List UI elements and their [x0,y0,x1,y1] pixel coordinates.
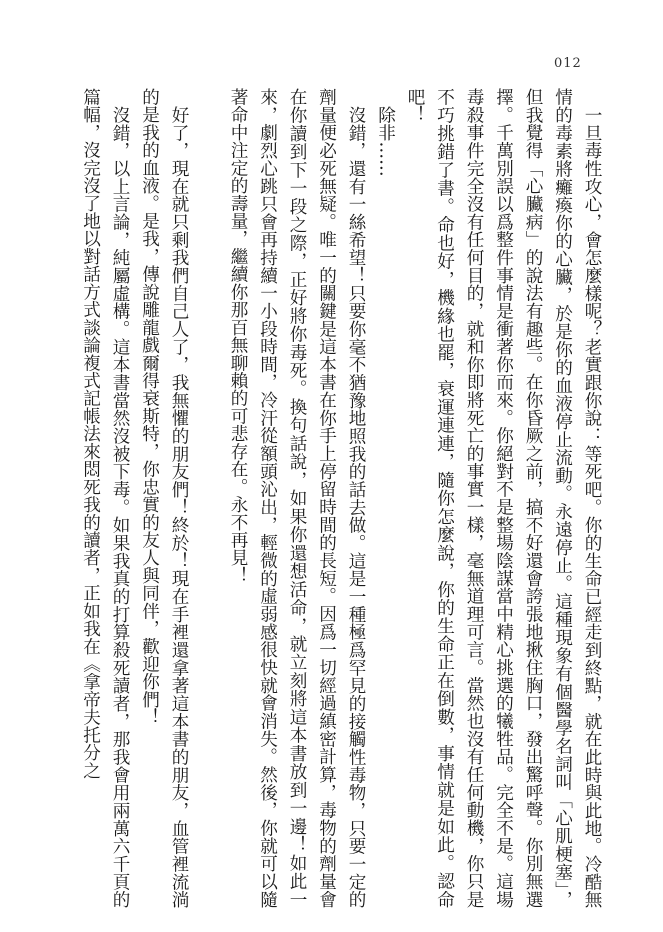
paragraph-poison-effect: 一旦毒性攻心，會怎麼樣呢？老實跟你說：等死吧。你的生命已經走到終點，就在此時與此地。冷酷無情的毒素將癱瘓你的心臟，於是你的血液停止流動。永遠停止。這種現象有個醫學名詞叫「心肌梗塞」，但我覺得「心臟病」的說法有趣些。在你昏厥之前，搞不好還會誇張地揪住胸口，發出驚呼聲。你別無選擇。千萬別誤以爲整件事情是衝著你而來。你絕對不是整場陰謀當中精心挑選的犧牲品。完全不是。這場毒殺事件完全沒有任何目的，就和你即將死亡的事實一樣，毫無道理可言。當然也沒有任何動機，你只是不巧挑錯了書。命也好，機緣也罷，衰運連連，隨你怎麼說，你的生命正在倒數，事情就是如此。認命吧！ [405,88,602,908]
paragraph-unless: 除非…… [375,105,396,177]
page-number: 012 [554,56,582,71]
paragraph-welcome: 好了，現在就只剩我們自己人了，我無懼的朋友們！終於！現在手裡還拿著這本書的朋友，血管裡流淌的是我的血液。是我，傳說雕龍戲爾得衰斯特，你忠實的友人與同伴，歡迎你們！ [139,88,189,908]
paragraph-fiction: 沒錯，以上言論，純屬虛構。這本書當然沒被下毒。如果我真的打算殺死讀者，那我會用兩萬六千頁的篇幅，沒完沒了地以對話方式談論複式記帳法來悶死我的讀者，正如我在《拿帝夫托分之 [80,88,130,908]
body-text [66,88,606,908]
section-break [193,88,223,908]
paragraph-hope: 沒錯，還有一絲希望！只要你毫不猶豫地照我的話去做。這是一種極爲罕見的接觸性毒物，只要一定的劑量便必死無疑。唯一的關鍵是這本書在你手上停留時間的長短。因爲一切經過縝密計算，毒物的劑量會在你讀到下一段之際，正好將你毒死。換句話說，如果你還想活命，就立刻將這本書放到一邊！如此一來，劇烈心跳只會再持續一小段時間，冷汗從額頭沁出，輕微的虛弱感很快就會消失。然後，你就可以隨著命中注定的壽量，繼續你那百無聊賴的可悲存在。永不再見！ [228,88,366,908]
